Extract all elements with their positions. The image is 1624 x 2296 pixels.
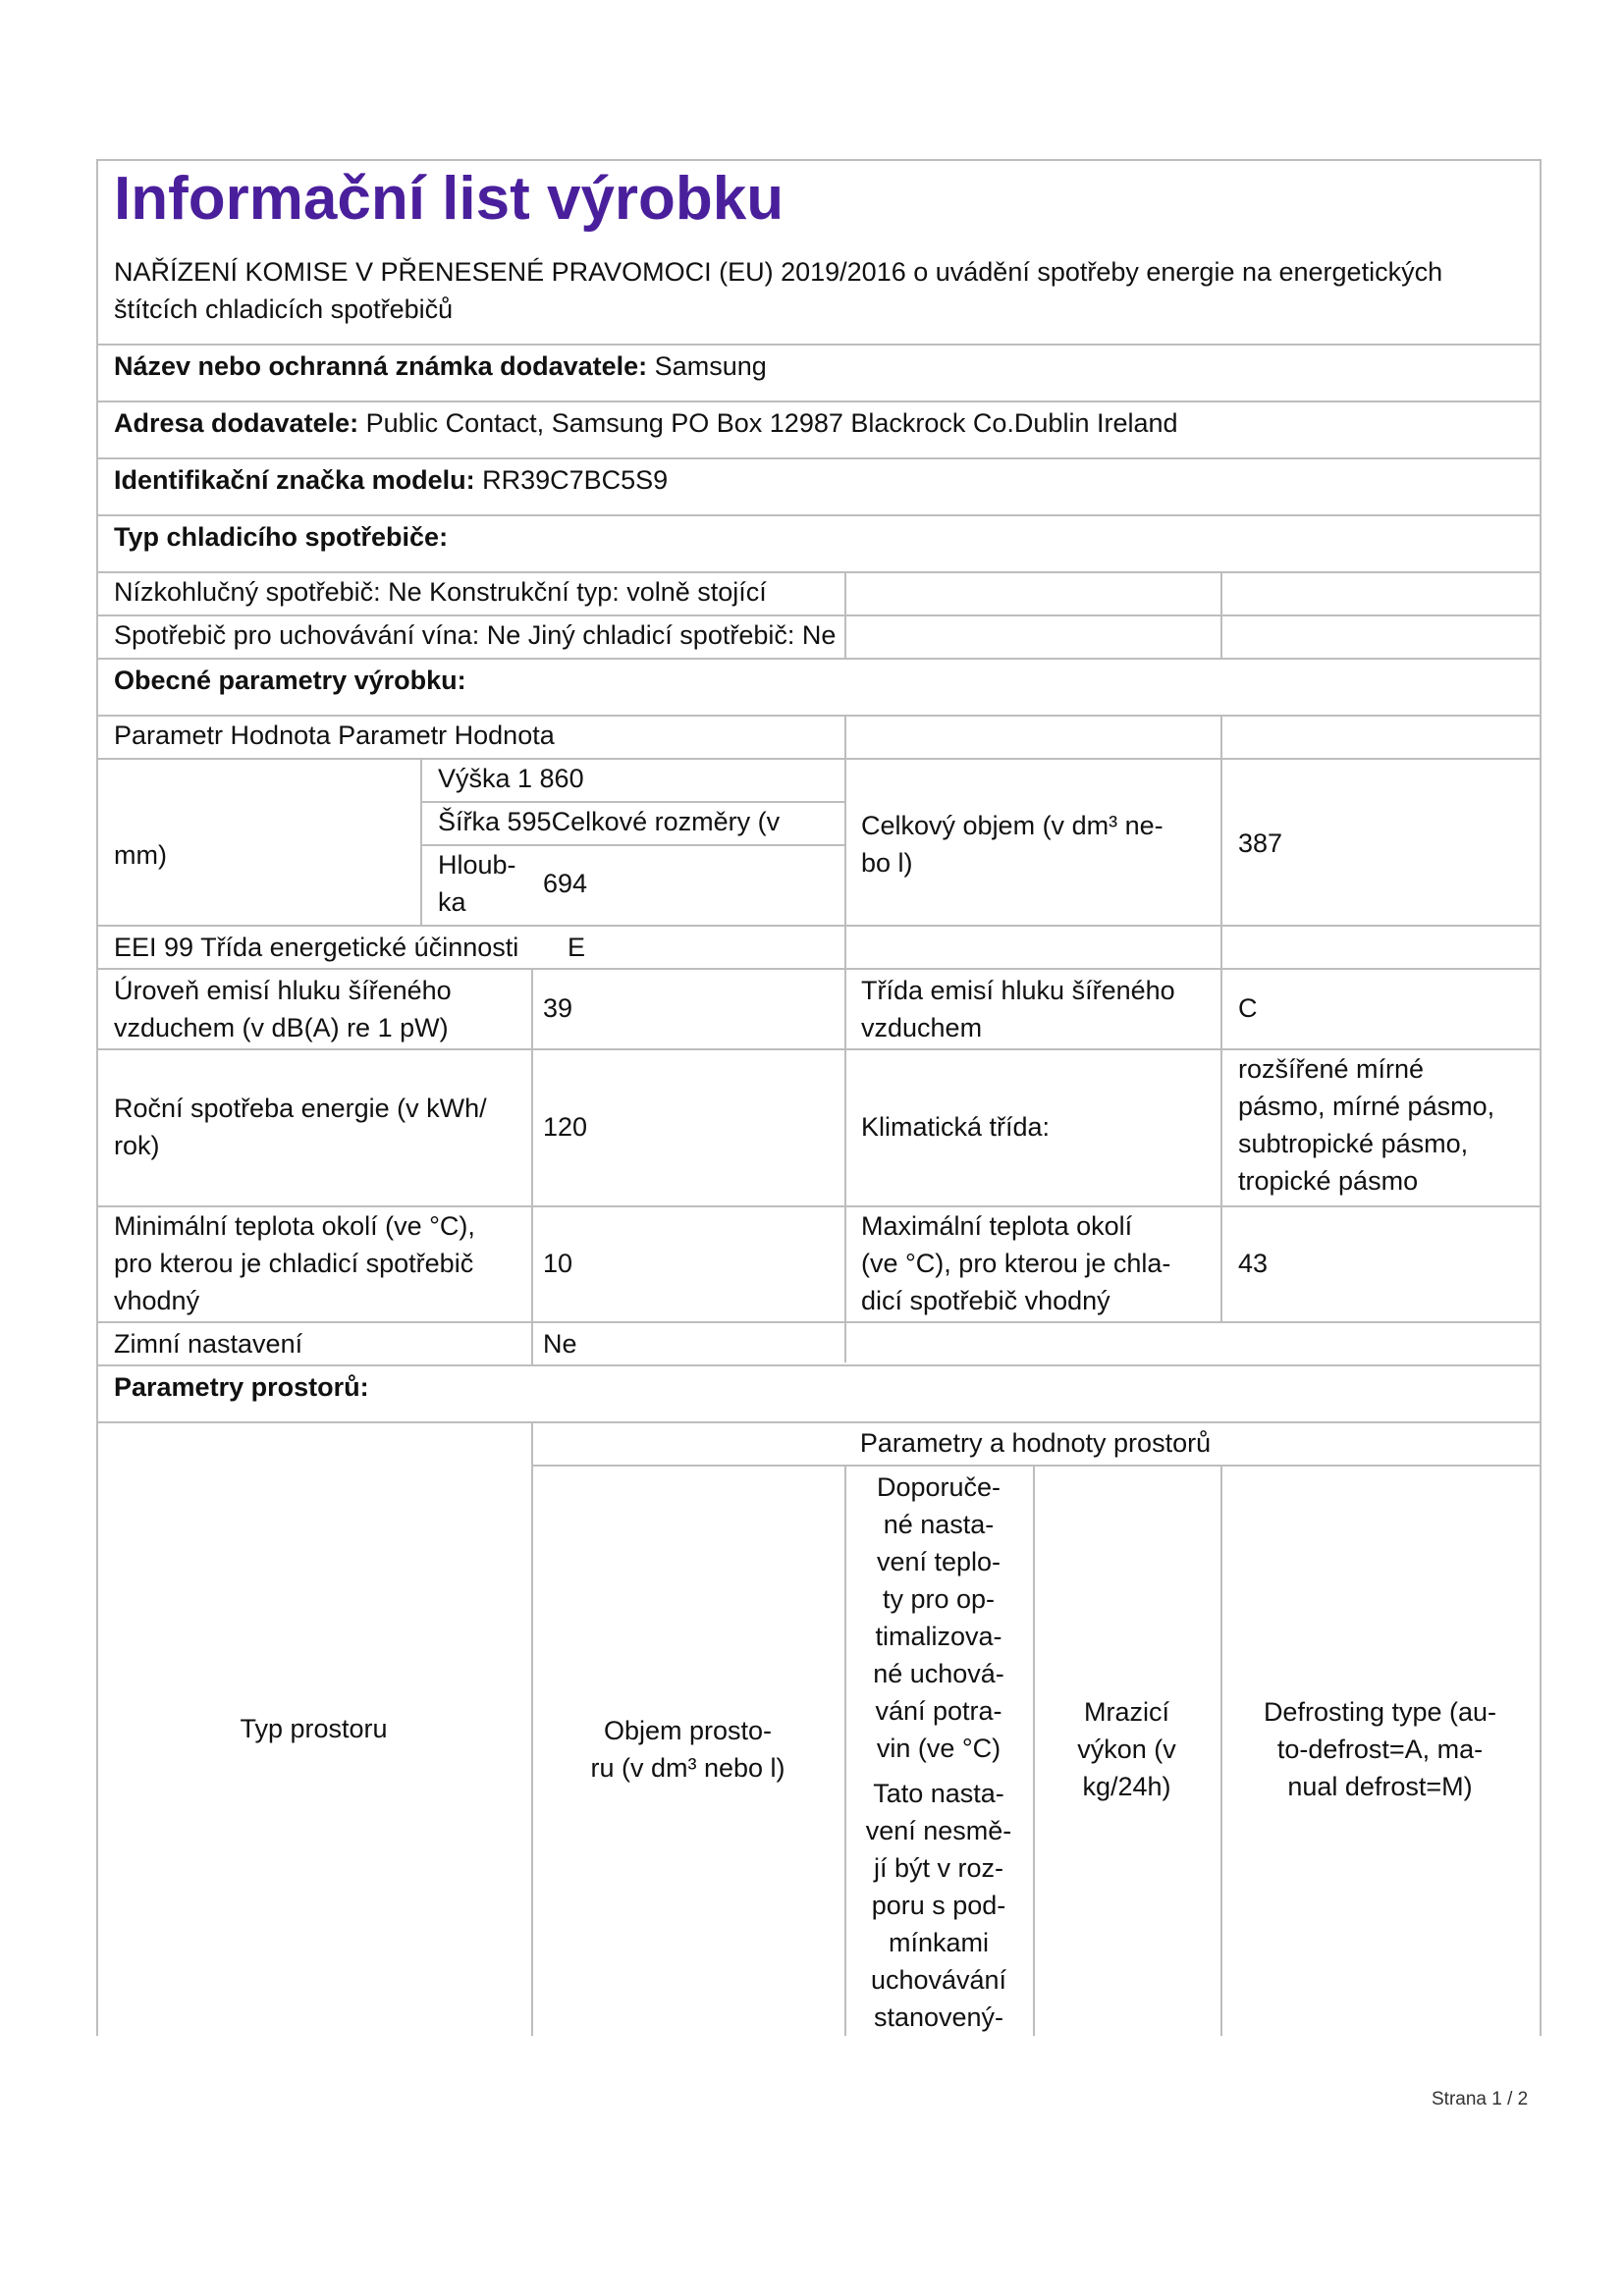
max-temp-value: 43 — [1238, 1249, 1269, 1278]
depth-label: Hloub- — [438, 850, 516, 880]
freezing-capacity-header: Mrazicí — [1084, 1697, 1169, 1727]
min-temp-label: Minimální teplota okolí (ve °C), — [114, 1211, 475, 1241]
recommended-temp-header: né nasta- — [883, 1510, 995, 1539]
depth-label: ka — [438, 887, 466, 917]
recommended-temp-header: Doporuče- — [876, 1472, 1001, 1502]
recommended-temp-header: timalizova- — [875, 1622, 1002, 1651]
width-cell: Šířka 595Celkové rozměry (v — [438, 807, 781, 836]
column-divider — [420, 758, 422, 925]
row-divider — [96, 514, 1540, 516]
recommended-temp-header: vání potra- — [875, 1696, 1002, 1726]
type-row: Spotřebič pro uchovávání vína: Ne Jiný chladicí spotřebič: Ne — [114, 620, 837, 650]
energy-class-value: E — [568, 933, 586, 962]
defrost-type-header: nual defrost=M) — [1287, 1772, 1473, 1801]
min-temp-label: pro kterou je chladicí spotřebič — [114, 1249, 474, 1278]
recommended-temp-header: ty pro op- — [882, 1584, 996, 1614]
page-title: Informační list výrobku — [114, 165, 785, 233]
freezing-capacity-header: kg/24h) — [1082, 1772, 1171, 1801]
supplier-value: Samsung — [647, 351, 767, 381]
recommended-temp-note: Tato nasta- — [873, 1779, 1004, 1808]
winter-setting-label: Zimní nastavení — [114, 1329, 303, 1359]
noise-emission-value: 39 — [543, 993, 573, 1023]
compartment-volume-header: Objem prosto- — [603, 1716, 773, 1745]
table-border-left — [96, 159, 98, 2036]
recommended-temp-note: stanovený- — [873, 2002, 1004, 2032]
model-row — [114, 461, 668, 499]
defrost-type-header: to-defrost=A, ma- — [1276, 1735, 1484, 1764]
row-divider — [96, 925, 1540, 927]
noise-class-label: vzduchem — [861, 1013, 983, 1042]
annual-energy-label: rok) — [114, 1131, 160, 1160]
noise-emission-label: vzduchem (v dB(A) re 1 pW) — [114, 1013, 449, 1042]
noise-class-label: Třída emisí hluku šířeného — [861, 976, 1175, 1005]
recommended-temp-note: uchovávání — [870, 1965, 1007, 1995]
regulation-text: NAŘÍZENÍ KOMISE V PŘENESENÉ PRAVOMOCI (EU) 2019/2016 o uvádění spotřeby energie na energetických — [114, 257, 1443, 287]
supplier-label: Název nebo ochranná známka dodavatele: — [114, 351, 648, 381]
regulation-text: štítcích chladicích spotřebičů — [114, 294, 454, 324]
row-divider — [96, 1364, 1540, 1366]
total-volume-label: bo l) — [861, 848, 913, 878]
defrost-type-header: Defrosting type (au- — [1263, 1697, 1497, 1727]
row-divider — [531, 1465, 1540, 1467]
max-temp-label: dicí spotřebič vhodný — [861, 1286, 1110, 1315]
compartment-volume-header: ru (v dm³ nebo l) — [590, 1753, 785, 1783]
compartment-type-header: Typ prostoru — [240, 1714, 388, 1743]
recommended-temp-note: poru s pod- — [871, 1891, 1006, 1920]
row-divider — [96, 457, 1540, 459]
min-temp-label: vhodný — [114, 1286, 200, 1315]
compartments-heading: Parametry prostorů: — [114, 1372, 369, 1402]
annual-energy-value: 120 — [543, 1112, 588, 1142]
dimensions-unit: mm) — [114, 840, 167, 870]
height-cell: Výška 1 860 — [438, 764, 584, 793]
freezing-capacity-header: výkon (v — [1077, 1735, 1176, 1764]
recommended-temp-note: mínkami — [888, 1928, 989, 1957]
address-value: Public Contact, Samsung PO Box 12987 Blackrock Co.Dublin Ireland — [358, 408, 1178, 438]
noise-emission-label: Úroveň emisí hluku šířeného — [114, 976, 452, 1005]
supplier-row — [114, 347, 767, 385]
max-temp-label: Maximální teplota okolí — [861, 1211, 1133, 1241]
total-volume-value: 387 — [1238, 828, 1283, 858]
type-row: Nízkohlučný spotřebič: Ne Konstrukční typ: volně stojící — [114, 577, 767, 607]
total-volume-label: Celkový objem (v dm³ ne- — [861, 811, 1164, 840]
model-value: RR39C7BC5S9 — [474, 465, 669, 495]
recommended-temp-note: jí být v roz- — [873, 1853, 1004, 1883]
climate-class-label: Klimatická třída: — [861, 1112, 1051, 1142]
model-label: Identifikační značka modelu: — [114, 465, 475, 495]
row-divider — [96, 400, 1540, 402]
recommended-temp-note: vení nesmě- — [865, 1816, 1012, 1845]
address-row — [114, 404, 1178, 442]
noise-class-value: C — [1238, 993, 1258, 1023]
row-divider — [96, 1321, 1540, 1323]
climate-class-value: tropické pásmo — [1238, 1166, 1419, 1196]
table-border-right — [1540, 159, 1542, 2036]
column-divider — [844, 715, 846, 1362]
recommended-temp-header: né uchová- — [873, 1659, 1004, 1688]
address-label: Adresa dodavatele: — [114, 408, 359, 438]
compartments-header: Parametry a hodnoty prostorů — [859, 1428, 1212, 1458]
recommended-temp-header: vin (ve °C) — [876, 1734, 1001, 1763]
recommended-temp-header: vení teplo- — [876, 1547, 1001, 1576]
climate-class-value: rozšířené mírné — [1238, 1054, 1425, 1084]
appliance-type-heading: Typ chladicího spotřebiče: — [114, 522, 449, 552]
column-divider — [1220, 571, 1222, 658]
general-header-row: Parametr Hodnota Parametr Hodnota — [114, 721, 555, 750]
row-divider — [96, 968, 1540, 970]
annual-energy-label: Roční spotřeba energie (v kWh/ — [114, 1094, 487, 1123]
page-number: Strana 1 / 2 — [1432, 2089, 1529, 2109]
max-temp-label: (ve °C), pro kterou je chla- — [861, 1249, 1171, 1278]
row-divider — [96, 344, 1540, 346]
depth-value: 694 — [543, 869, 588, 898]
column-divider — [531, 968, 533, 1364]
eei-row: EEI 99 Třída energetické účinnosti — [114, 933, 519, 962]
column-divider — [844, 571, 846, 658]
row-divider — [96, 1421, 1540, 1423]
table-border-top — [96, 159, 1540, 161]
row-divider — [96, 658, 1540, 660]
general-heading: Obecné parametry výrobku: — [114, 666, 466, 695]
min-temp-value: 10 — [543, 1249, 573, 1278]
winter-setting-value: Ne — [543, 1329, 577, 1359]
climate-class-value: subtropické pásmo, — [1238, 1129, 1469, 1158]
climate-class-value: pásmo, mírné pásmo, — [1238, 1092, 1495, 1121]
column-divider — [1220, 715, 1222, 1323]
row-divider — [96, 758, 1540, 760]
